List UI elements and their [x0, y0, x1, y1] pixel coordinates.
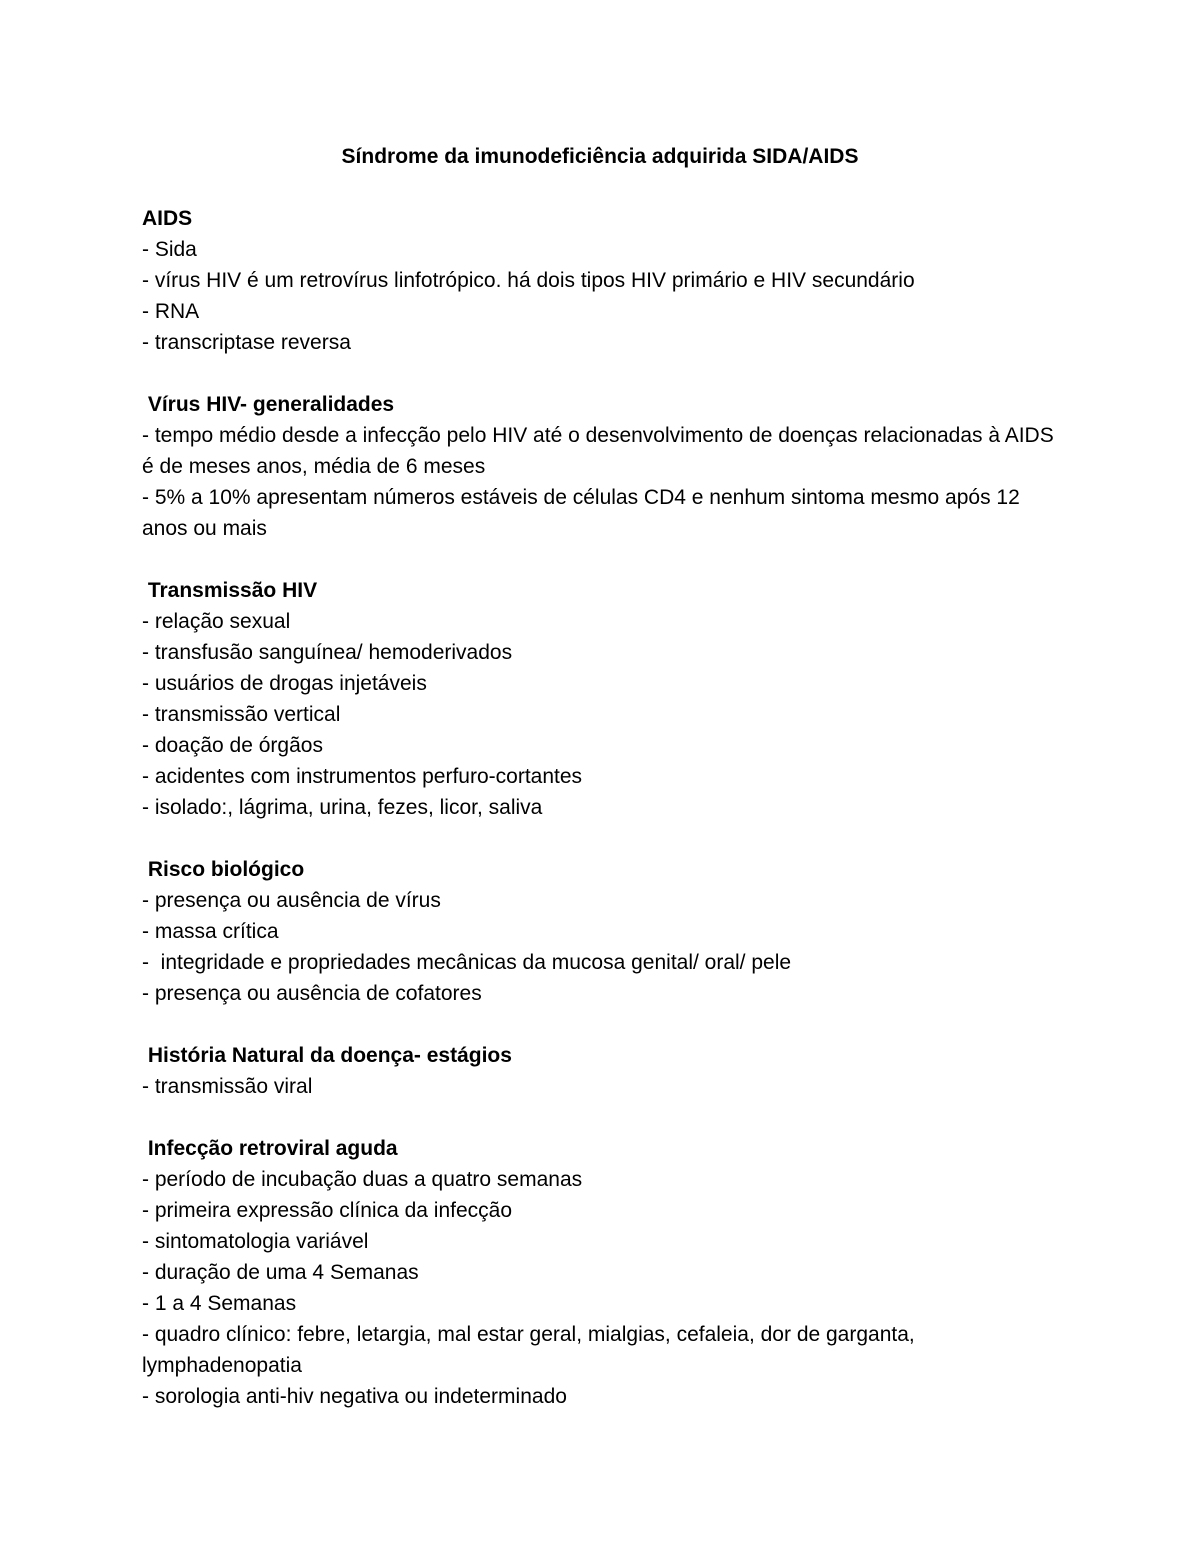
- list-item: - 5% a 10% apresentam números estáveis de células CD4 e nenhum sintoma mesmo após 12 anos ou mais: [142, 486, 1026, 540]
- list-item: - doação de órgãos: [142, 734, 323, 757]
- list-item: - primeira expressão clínica da infecção: [142, 1199, 513, 1222]
- section-transmissao-hiv: [142, 575, 1062, 823]
- document-body: [142, 203, 1062, 1443]
- list-item: - sorologia anti-hiv negativa ou indeterminado: [142, 1385, 567, 1408]
- list-item: - RNA: [142, 300, 200, 323]
- list-item: - usuários de drogas injetáveis: [142, 672, 427, 695]
- list-item: - transfusão sanguínea/ hemoderivados: [142, 641, 513, 664]
- list-item: - duração de uma 4 Semanas: [142, 1261, 419, 1284]
- section-heading: Transmissão HIV: [142, 579, 318, 602]
- list-item: - quadro clínico: febre, letargia, mal estar geral, mialgias, cefaleia, dor de garganta, lymphadenopatia: [142, 1323, 921, 1377]
- list-item: - presença ou ausência de cofatores: [142, 982, 482, 1005]
- list-item: - relação sexual: [142, 610, 291, 633]
- section-heading: Vírus HIV- generalidades: [142, 393, 395, 416]
- section-heading: AIDS: [142, 207, 193, 230]
- section-heading: História Natural da doença- estágios: [142, 1044, 512, 1067]
- list-item: - presença ou ausência de vírus: [142, 889, 441, 912]
- list-item: - tempo médio desde a infecção pelo HIV até o desenvolvimento de doenças relacionadas à AIDS é de meses anos, média de 6 meses: [142, 424, 1060, 478]
- section-heading: Infecção retroviral aguda: [142, 1137, 398, 1160]
- list-item: - 1 a 4 Semanas: [142, 1292, 297, 1315]
- section-aids: [142, 203, 1062, 358]
- section-virus-hiv-generalidades: [142, 389, 1062, 544]
- list-item: - vírus HIV é um retrovírus linfotrópico. há dois tipos HIV primário e HIV secundário: [142, 269, 915, 292]
- list-item: - transcriptase reversa: [142, 331, 351, 354]
- section-risco-biologico: [142, 854, 1062, 1009]
- section-heading: Risco biológico: [142, 858, 305, 881]
- list-item: - transmissão vertical: [142, 703, 341, 726]
- list-item: - transmissão viral: [142, 1075, 313, 1098]
- section-historia-natural: [142, 1040, 1062, 1102]
- section-infeccao-retroviral-aguda: [142, 1133, 1062, 1412]
- list-item: - massa crítica: [142, 920, 279, 943]
- list-item: - isolado:, lágrima, urina, fezes, licor, saliva: [142, 796, 543, 819]
- list-item: - sintomatologia variável: [142, 1230, 369, 1253]
- list-item: - período de incubação duas a quatro semanas: [142, 1168, 583, 1191]
- list-item: - integridade e propriedades mecânicas da mucosa genital/ oral/ pele: [142, 951, 792, 974]
- list-item: - Sida: [142, 238, 197, 261]
- list-item: - acidentes com instrumentos perfuro-cortantes: [142, 765, 583, 788]
- document-title: Síndrome da imunodeficiência adquirida SIDA/AIDS: [341, 145, 859, 168]
